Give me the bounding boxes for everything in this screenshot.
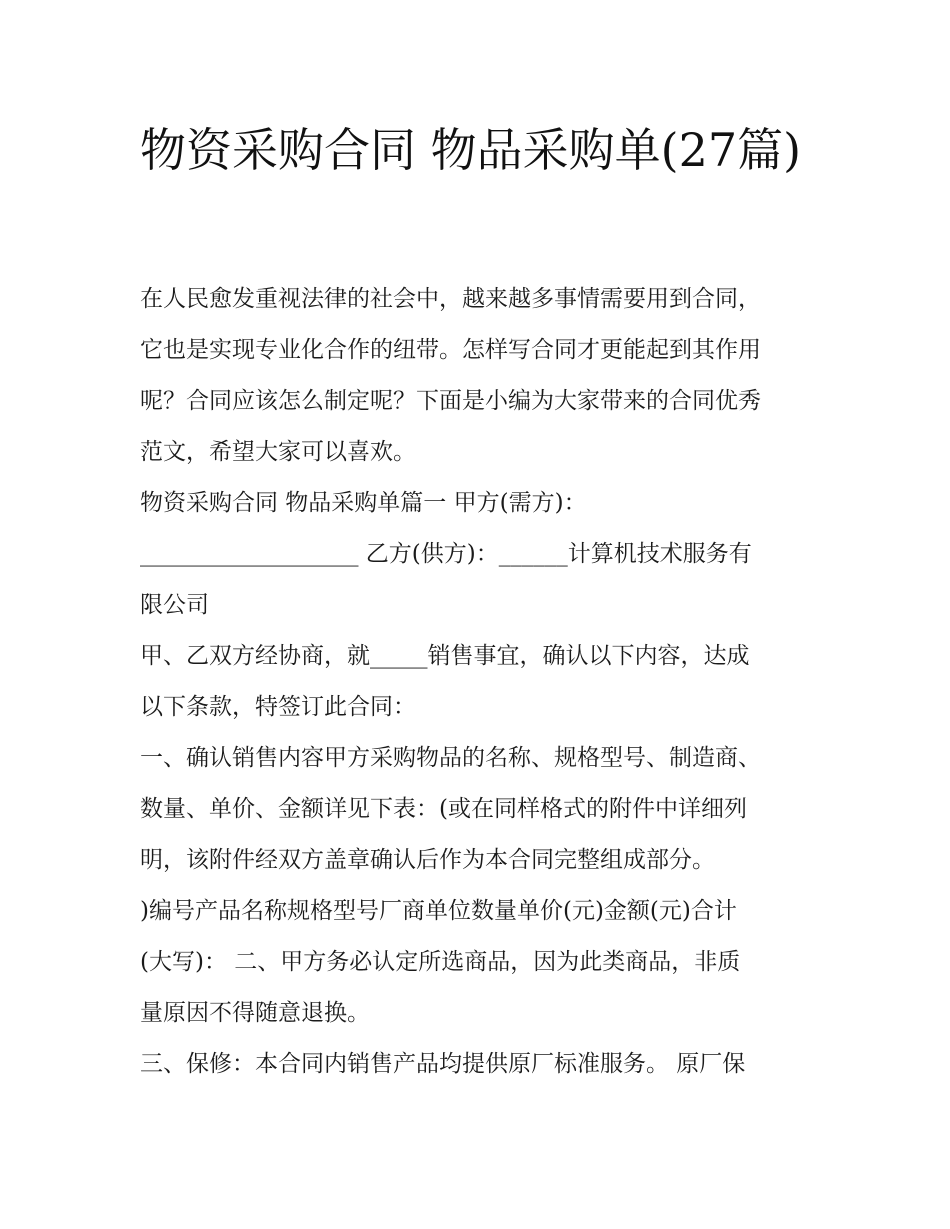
document-body xyxy=(140,274,820,1090)
body-line: 呢？合同应该怎么制定呢？下面是小编为大家带来的合同优秀 xyxy=(140,388,761,414)
body-line: )编号产品名称规格型号厂商单位数量单价(元)金额(元)合计 xyxy=(140,898,737,924)
body-line: 一、确认销售内容甲方采购物品的名称、规格型号、制造商、 xyxy=(140,745,761,771)
body-line: 量原因不得随意退换。 xyxy=(140,1000,370,1026)
body-line: 数量、单价、金额详见下表：(或在同样格式的附件中详细列 xyxy=(140,796,747,822)
body-line: 明，该附件经双方盖章确认后作为本合同完整组成部分。 xyxy=(140,847,715,873)
document-title: 物资采购合同 物品采购单(27篇) xyxy=(140,123,802,177)
body-line: 范文，希望大家可以喜欢。 xyxy=(140,439,416,465)
body-line: 三、保修：本合同内销售产品均提供原厂标准服务。 原厂保 xyxy=(140,1051,746,1077)
body-line: (大写)： 二、甲方务必认定所选商品，因为此类商品，非质 xyxy=(140,949,741,975)
body-line: 以下条款，特签订此合同： xyxy=(140,694,416,720)
body-line: 物资采购合同 物品采购单篇一 甲方(需方)： xyxy=(140,490,587,516)
body-line: 限公司 xyxy=(140,592,209,618)
body-line: 它也是实现专业化合作的纽带。怎样写合同才更能起到其作用 xyxy=(140,337,761,363)
body-line: 在人民愈发重视法律的社会中，越来越多事情需要用到合同， xyxy=(140,286,761,312)
body-line: 甲、乙双方经协商，就_____销售事宜，确认以下内容，达成 xyxy=(140,643,750,669)
body-line: ___________________ 乙方(供方)：______计算机技术服务有 xyxy=(140,541,752,567)
